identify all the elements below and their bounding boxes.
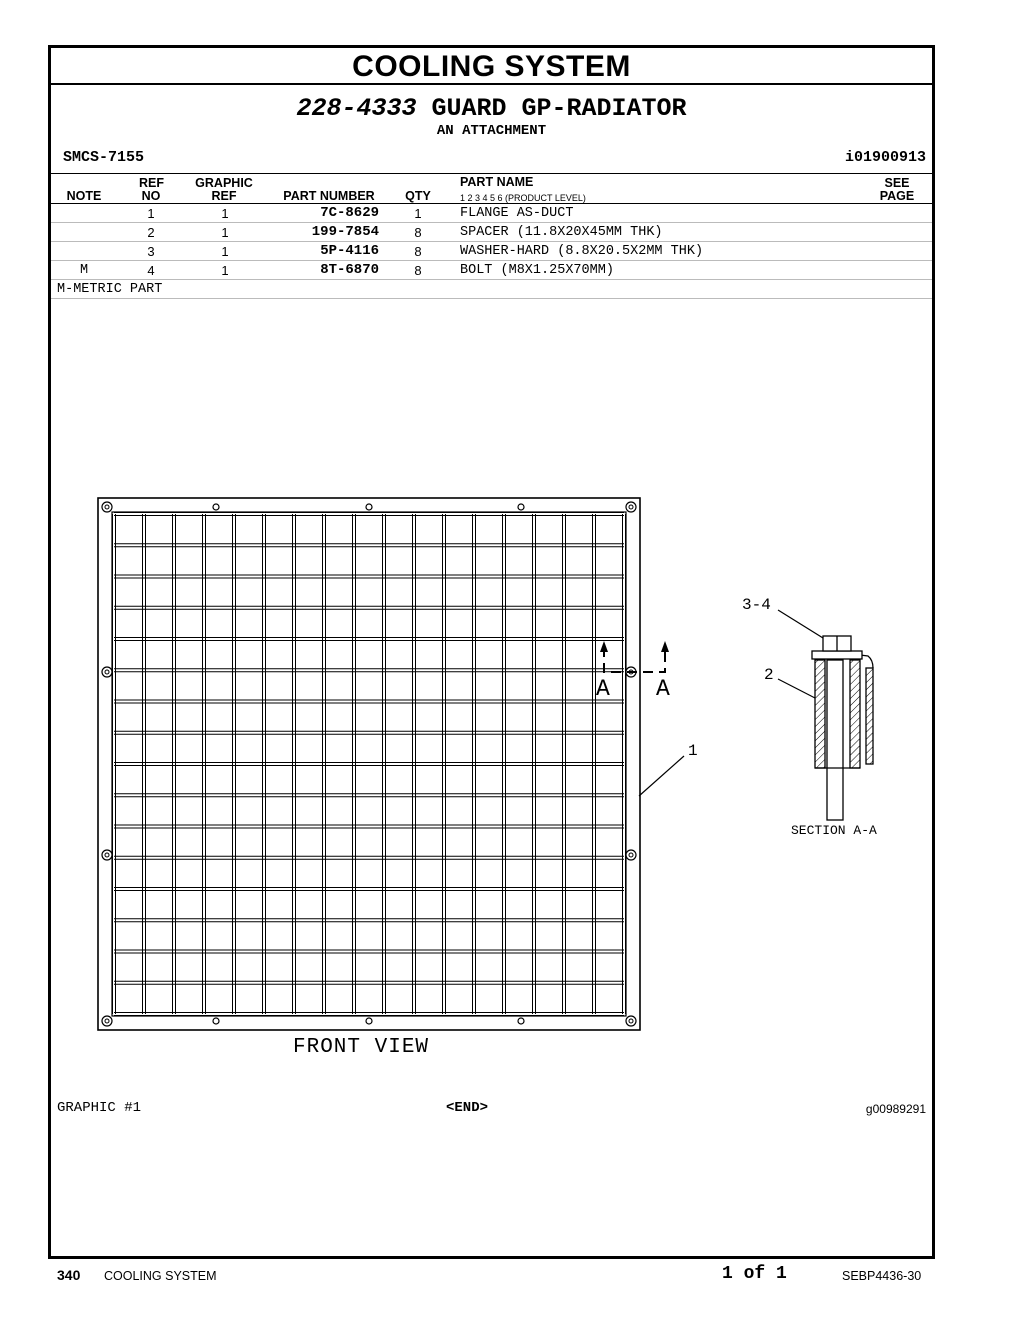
front-view-label: FRONT VIEW (293, 1036, 430, 1059)
page-footer (0, 1262, 1020, 1292)
row-ref: 4 (147, 263, 155, 278)
row-ref: 1 (147, 206, 155, 221)
row-qty: 8 (414, 225, 422, 240)
mounting-hole (102, 502, 112, 512)
col-header-qty: QTY (405, 189, 431, 203)
mounting-hole (626, 502, 636, 512)
part-subtitle: AN ATTACHMENT (436, 123, 547, 139)
row-ref: 2 (147, 225, 155, 240)
col-header-part-number: PART NUMBER (283, 189, 375, 203)
row-part-name: WASHER-HARD (8.8X20.5X2MM THK) (460, 244, 704, 259)
mounting-hole (626, 1016, 636, 1026)
smcs-code: SMCS-7155 (63, 149, 145, 166)
graphic-label: GRAPHIC #1 (57, 1100, 142, 1116)
front-view-drawing (98, 498, 640, 1030)
callout-3-4: 3-4 (742, 596, 771, 614)
callout-1: 1 (688, 742, 698, 760)
group-part-name: GUARD GP-RADIATOR (431, 94, 687, 123)
row-part-name: FLANGE AS-DUCT (460, 206, 574, 221)
col-header-see-bottom: PAGE (879, 189, 915, 203)
col-header-graphic-top: GRAPHIC (195, 176, 253, 190)
footer-section: COOLING SYSTEM (104, 1269, 217, 1283)
page-of: 1 of 1 (722, 1264, 787, 1284)
page-number: 340 (57, 1267, 81, 1283)
row-graphic: 1 (221, 244, 229, 259)
row-part-number: 8T-6870 (320, 262, 379, 278)
row-graphic: 1 (221, 225, 229, 240)
row-ref: 3 (147, 244, 155, 259)
mounting-hole (518, 504, 524, 510)
graphic-id: g00989291 (865, 1102, 926, 1116)
section-a-a-drawing (812, 636, 873, 820)
col-header-ref-top: REF (139, 176, 164, 190)
callout-2: 2 (764, 666, 774, 684)
col-header-part-name: PART NAME (460, 175, 534, 189)
row-part-name: SPACER (11.8X20X45MM THK) (460, 225, 663, 240)
mounting-hole (102, 850, 112, 860)
end-marker: <END> (446, 1100, 489, 1116)
mounting-hole (626, 850, 636, 860)
leader-lines (639, 610, 823, 796)
section-cut-markers (600, 641, 669, 672)
mounting-hole (366, 1018, 372, 1024)
row-qty: 8 (414, 244, 422, 259)
row-part-number: 7C-8629 (320, 205, 379, 221)
mounting-hole (102, 667, 112, 677)
col-header-see-top: SEE (884, 176, 910, 190)
row-note: M (79, 263, 89, 278)
document-number: SEBP4436-30 (842, 1269, 922, 1283)
col-header-graphic-bottom: REF (211, 189, 237, 203)
row-part-number: 199-7854 (311, 224, 379, 240)
guard-inner-frame (112, 512, 626, 1016)
mounting-hole (518, 1018, 524, 1024)
row-qty: 8 (414, 263, 422, 278)
col-header-ref-bottom: NO (141, 189, 161, 203)
mounting-hole (366, 504, 372, 510)
mounting-hole (213, 1018, 219, 1024)
group-part-number: 228-4333 (296, 94, 417, 123)
row-graphic: 1 (221, 206, 229, 221)
section-mark-left: A (596, 676, 610, 702)
mounting-hole (213, 504, 219, 510)
row-part-number: 5P-4116 (320, 243, 379, 259)
metric-footnote: M-METRIC PART (57, 282, 163, 297)
section-view-label: SECTION A-A (791, 823, 877, 838)
col-header-levels: 1 2 3 4 5 6 (PRODUCT LEVEL) (460, 193, 586, 203)
system-title: COOLING SYSTEM (352, 50, 631, 83)
mounting-hole (102, 1016, 112, 1026)
col-header-note: NOTE (66, 189, 102, 203)
row-qty: 1 (414, 206, 422, 221)
illustration-id: i01900913 (844, 149, 926, 166)
row-part-name: BOLT (M8X1.25X70MM) (460, 263, 614, 278)
row-graphic: 1 (221, 263, 229, 278)
section-mark-right: A (656, 676, 670, 702)
